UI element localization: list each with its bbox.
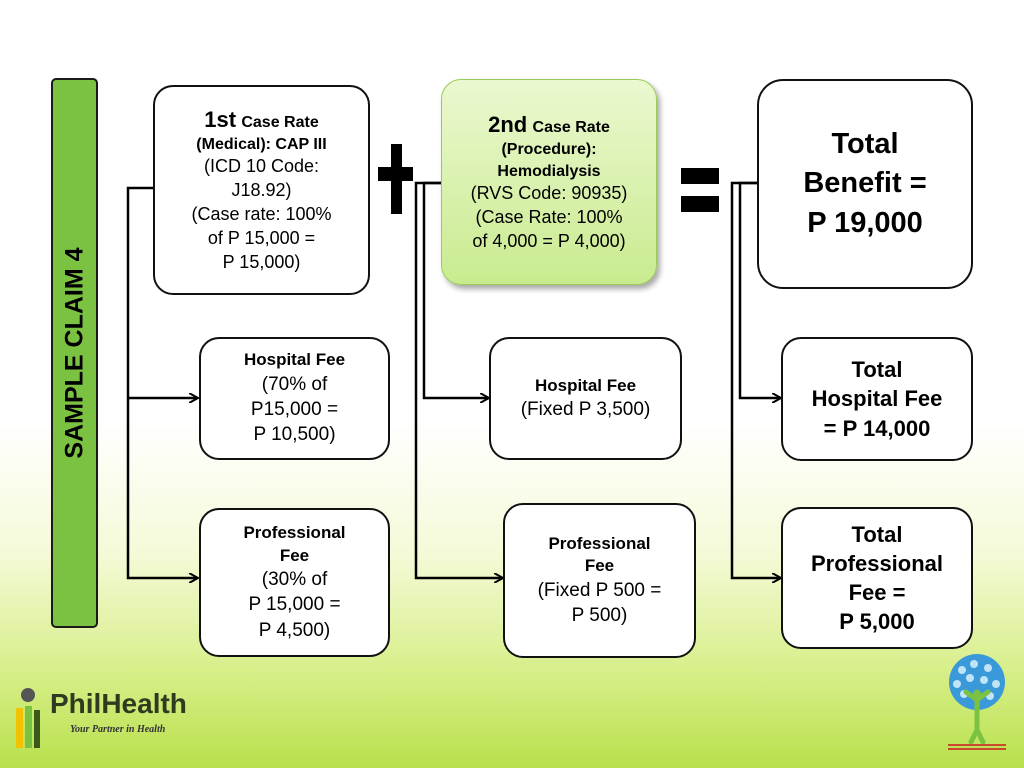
- universal-health-emblem-icon: [942, 652, 1012, 752]
- sample-claim-label: [51, 78, 98, 628]
- second-case-rate-amount: of 4,000 = P 4,000): [472, 230, 626, 251]
- first-case-code-label: (ICD 10 Code:: [203, 156, 320, 177]
- hospital-fee-1-box: [199, 337, 390, 460]
- total-benefit-amount: P 19,000: [807, 206, 923, 239]
- hospital-fee-2-line2: (Fixed P 3,500): [520, 399, 651, 421]
- philhealth-name: PhilHealth: [50, 688, 187, 719]
- hospital-fee-1-line2: (70% of: [261, 373, 328, 395]
- second-case-category: (Procedure):: [501, 141, 597, 159]
- total-benefit-box: [757, 79, 973, 289]
- total-hospital-fee-line2: Hospital Fee: [811, 386, 943, 412]
- total-benefit-line2: Benefit =: [803, 167, 927, 200]
- hospital-fee-2-box: [489, 337, 682, 460]
- philhealth-mark-icon: [14, 686, 50, 752]
- total-professional-fee-line2: Professional: [810, 550, 944, 576]
- second-case-rate-box: [441, 79, 657, 285]
- equals-operator: [681, 168, 719, 212]
- first-case-rate-amount: of P 15,000 =: [207, 228, 316, 249]
- total-professional-fee-line1: Total: [851, 521, 903, 547]
- sample-claim-text: SAMPLE CLAIM 4: [60, 247, 88, 459]
- first-case-category: (Medical): CAP III: [196, 136, 327, 154]
- professional-fee-1-title: Professional: [243, 522, 346, 542]
- total-hospital-fee-line1: Total: [851, 357, 903, 383]
- total-professional-fee-box: [781, 507, 973, 649]
- second-case-rate: (Case Rate: 100%: [475, 206, 623, 227]
- first-case-code: J18.92): [231, 180, 292, 201]
- second-case-code: (RVS Code: 90935): [470, 182, 628, 203]
- professional-fee-1-box: [199, 508, 390, 657]
- total-hospital-fee-box: [781, 337, 973, 461]
- professional-fee-2-line4: P 500): [571, 605, 628, 627]
- professional-fee-2-line3: (Fixed P 500 =: [537, 579, 662, 601]
- total-professional-fee-line3: Fee =: [848, 580, 906, 605]
- philhealth-tagline: Your Partner in Health: [70, 724, 166, 735]
- total-professional-fee-amount: P 5,000: [839, 609, 915, 635]
- professional-fee-2-box: [503, 503, 696, 658]
- hospital-fee-1-title: Hospital Fee: [243, 350, 346, 370]
- professional-fee-2-title: Professional: [548, 533, 651, 553]
- first-case-title: 1st Case Rate: [204, 106, 319, 132]
- total-hospital-fee-amount: = P 14,000: [823, 415, 931, 441]
- professional-fee-1-line5: P 4,500): [258, 619, 331, 641]
- total-benefit-line1: Total: [831, 128, 899, 161]
- first-case-rate: (Case rate: 100%: [191, 204, 332, 225]
- hospital-fee-1-line4: P 10,500): [253, 424, 336, 446]
- philhealth-logo: [14, 686, 214, 752]
- second-case-title: 2nd Case Rate: [488, 112, 610, 138]
- professional-fee-1-line4: P 15,000 =: [248, 594, 341, 616]
- professional-fee-1-title2: Fee: [279, 545, 310, 565]
- professional-fee-2-title2: Fee: [584, 556, 615, 576]
- hospital-fee-2-title: Hospital Fee: [534, 375, 637, 395]
- professional-fee-1-line3: (30% of: [261, 569, 328, 591]
- first-case-rate-box: [153, 85, 370, 295]
- hospital-fee-1-line3: P15,000 =: [250, 399, 339, 421]
- plus-operator: [378, 144, 413, 214]
- first-case-rate-result: P 15,000): [222, 252, 301, 273]
- second-case-procedure: Hemodialysis: [497, 162, 601, 180]
